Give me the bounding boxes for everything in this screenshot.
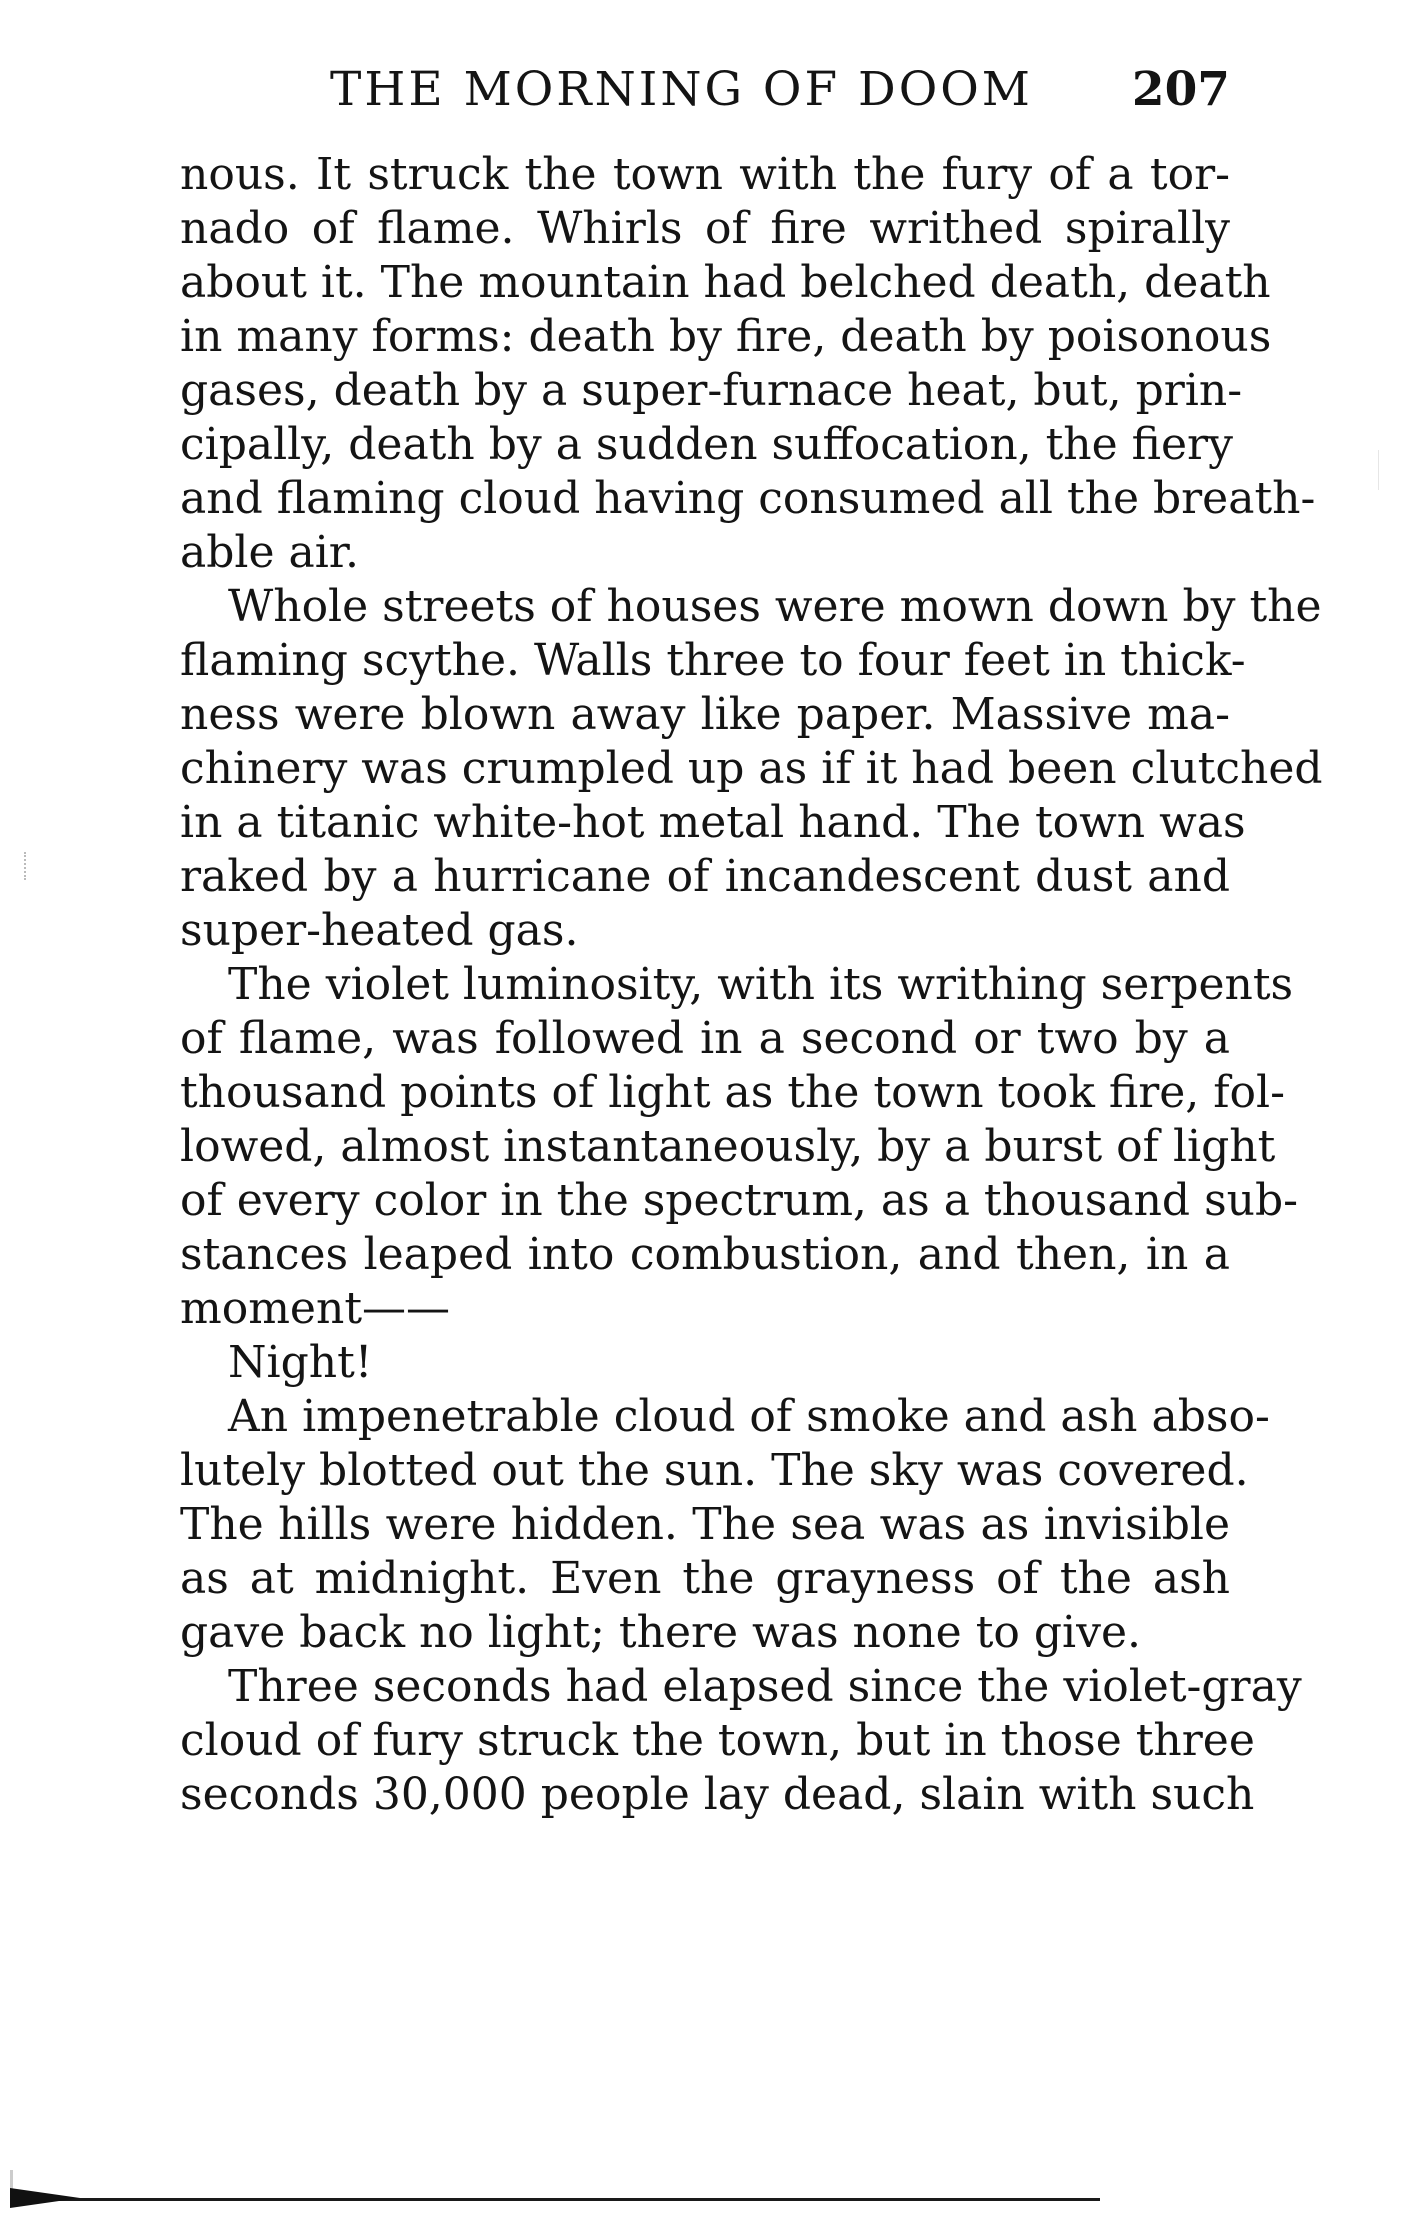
text-line: stances leaped into combustion, and then, in a [180,1229,1230,1280]
text-line: ness were blown away like paper. Massive ma- [180,689,1230,740]
text-line: lowed, almost instantaneously, by a burst of light [180,1121,1276,1172]
running-head [180,62,1230,132]
scan-mark [1378,450,1379,490]
text-line: cloud of fury struck the town, but in those three [180,1715,1255,1766]
text-line: cipally, death by a sudden suffocation, the fiery [180,419,1233,470]
text-line: raked by a hurricane of incandescent dust and [180,851,1230,902]
margin-mark [24,852,28,880]
text-line: nous. It struck the town with the fury of a tor- [180,149,1230,200]
text-line: Whole streets of houses were mown down by the [228,581,1322,632]
text-line: in a titanic white-hot metal hand. The town was [180,797,1246,848]
text-line: The violet luminosity, with its writhing serpents [228,959,1294,1010]
text-line: thousand points of light as the town took fire, fol- [180,1067,1285,1118]
body-text [180,148,1323,1822]
text-line: in many forms: death by fire, death by poisonous [180,311,1272,362]
text-line: able air. [180,527,359,578]
text-line: and flaming cloud having consumed all the breath- [180,473,1316,524]
text-line: An impenetrable cloud of smoke and ash abso- [228,1391,1270,1442]
rule-wedge [10,2188,80,2208]
text-line: flaming scythe. Walls three to four feet in thick- [180,635,1246,686]
text-line: The hills were hidden. The sea was as invisible [180,1499,1230,1550]
rule-line [10,2198,1100,2201]
text-line: Three seconds had elapsed since the violet-gray [228,1661,1302,1712]
text-line: of flame, was followed in a second or two by a [180,1013,1230,1064]
text-line: super-heated gas. [180,905,579,956]
text-line: about it. The mountain had belched death, death [180,257,1271,308]
text-line: seconds 30,000 people lay dead, slain with such [180,1769,1255,1820]
text-line: as at midnight. Even the grayness of the ash [180,1553,1230,1604]
text-line: gases, death by a super-furnace heat, but, prin- [180,365,1243,416]
text-line: gave back no light; there was none to give. [180,1607,1141,1658]
bottom-rule [10,2196,1100,2202]
text-line: Night! [228,1337,373,1388]
text-line: moment—— [180,1283,450,1334]
page-number: 207 [1131,62,1230,117]
text-line: nado of flame. Whirls of fire writhed spirally [180,203,1230,254]
text-line: chinery was crumpled up as if it had been clutched [180,743,1323,794]
running-title: THE MORNING OF DOOM [330,62,1033,117]
text-line: lutely blotted out the sun. The sky was covered. [180,1445,1249,1496]
text-line: of every color in the spectrum, as a thousand sub- [180,1175,1299,1226]
